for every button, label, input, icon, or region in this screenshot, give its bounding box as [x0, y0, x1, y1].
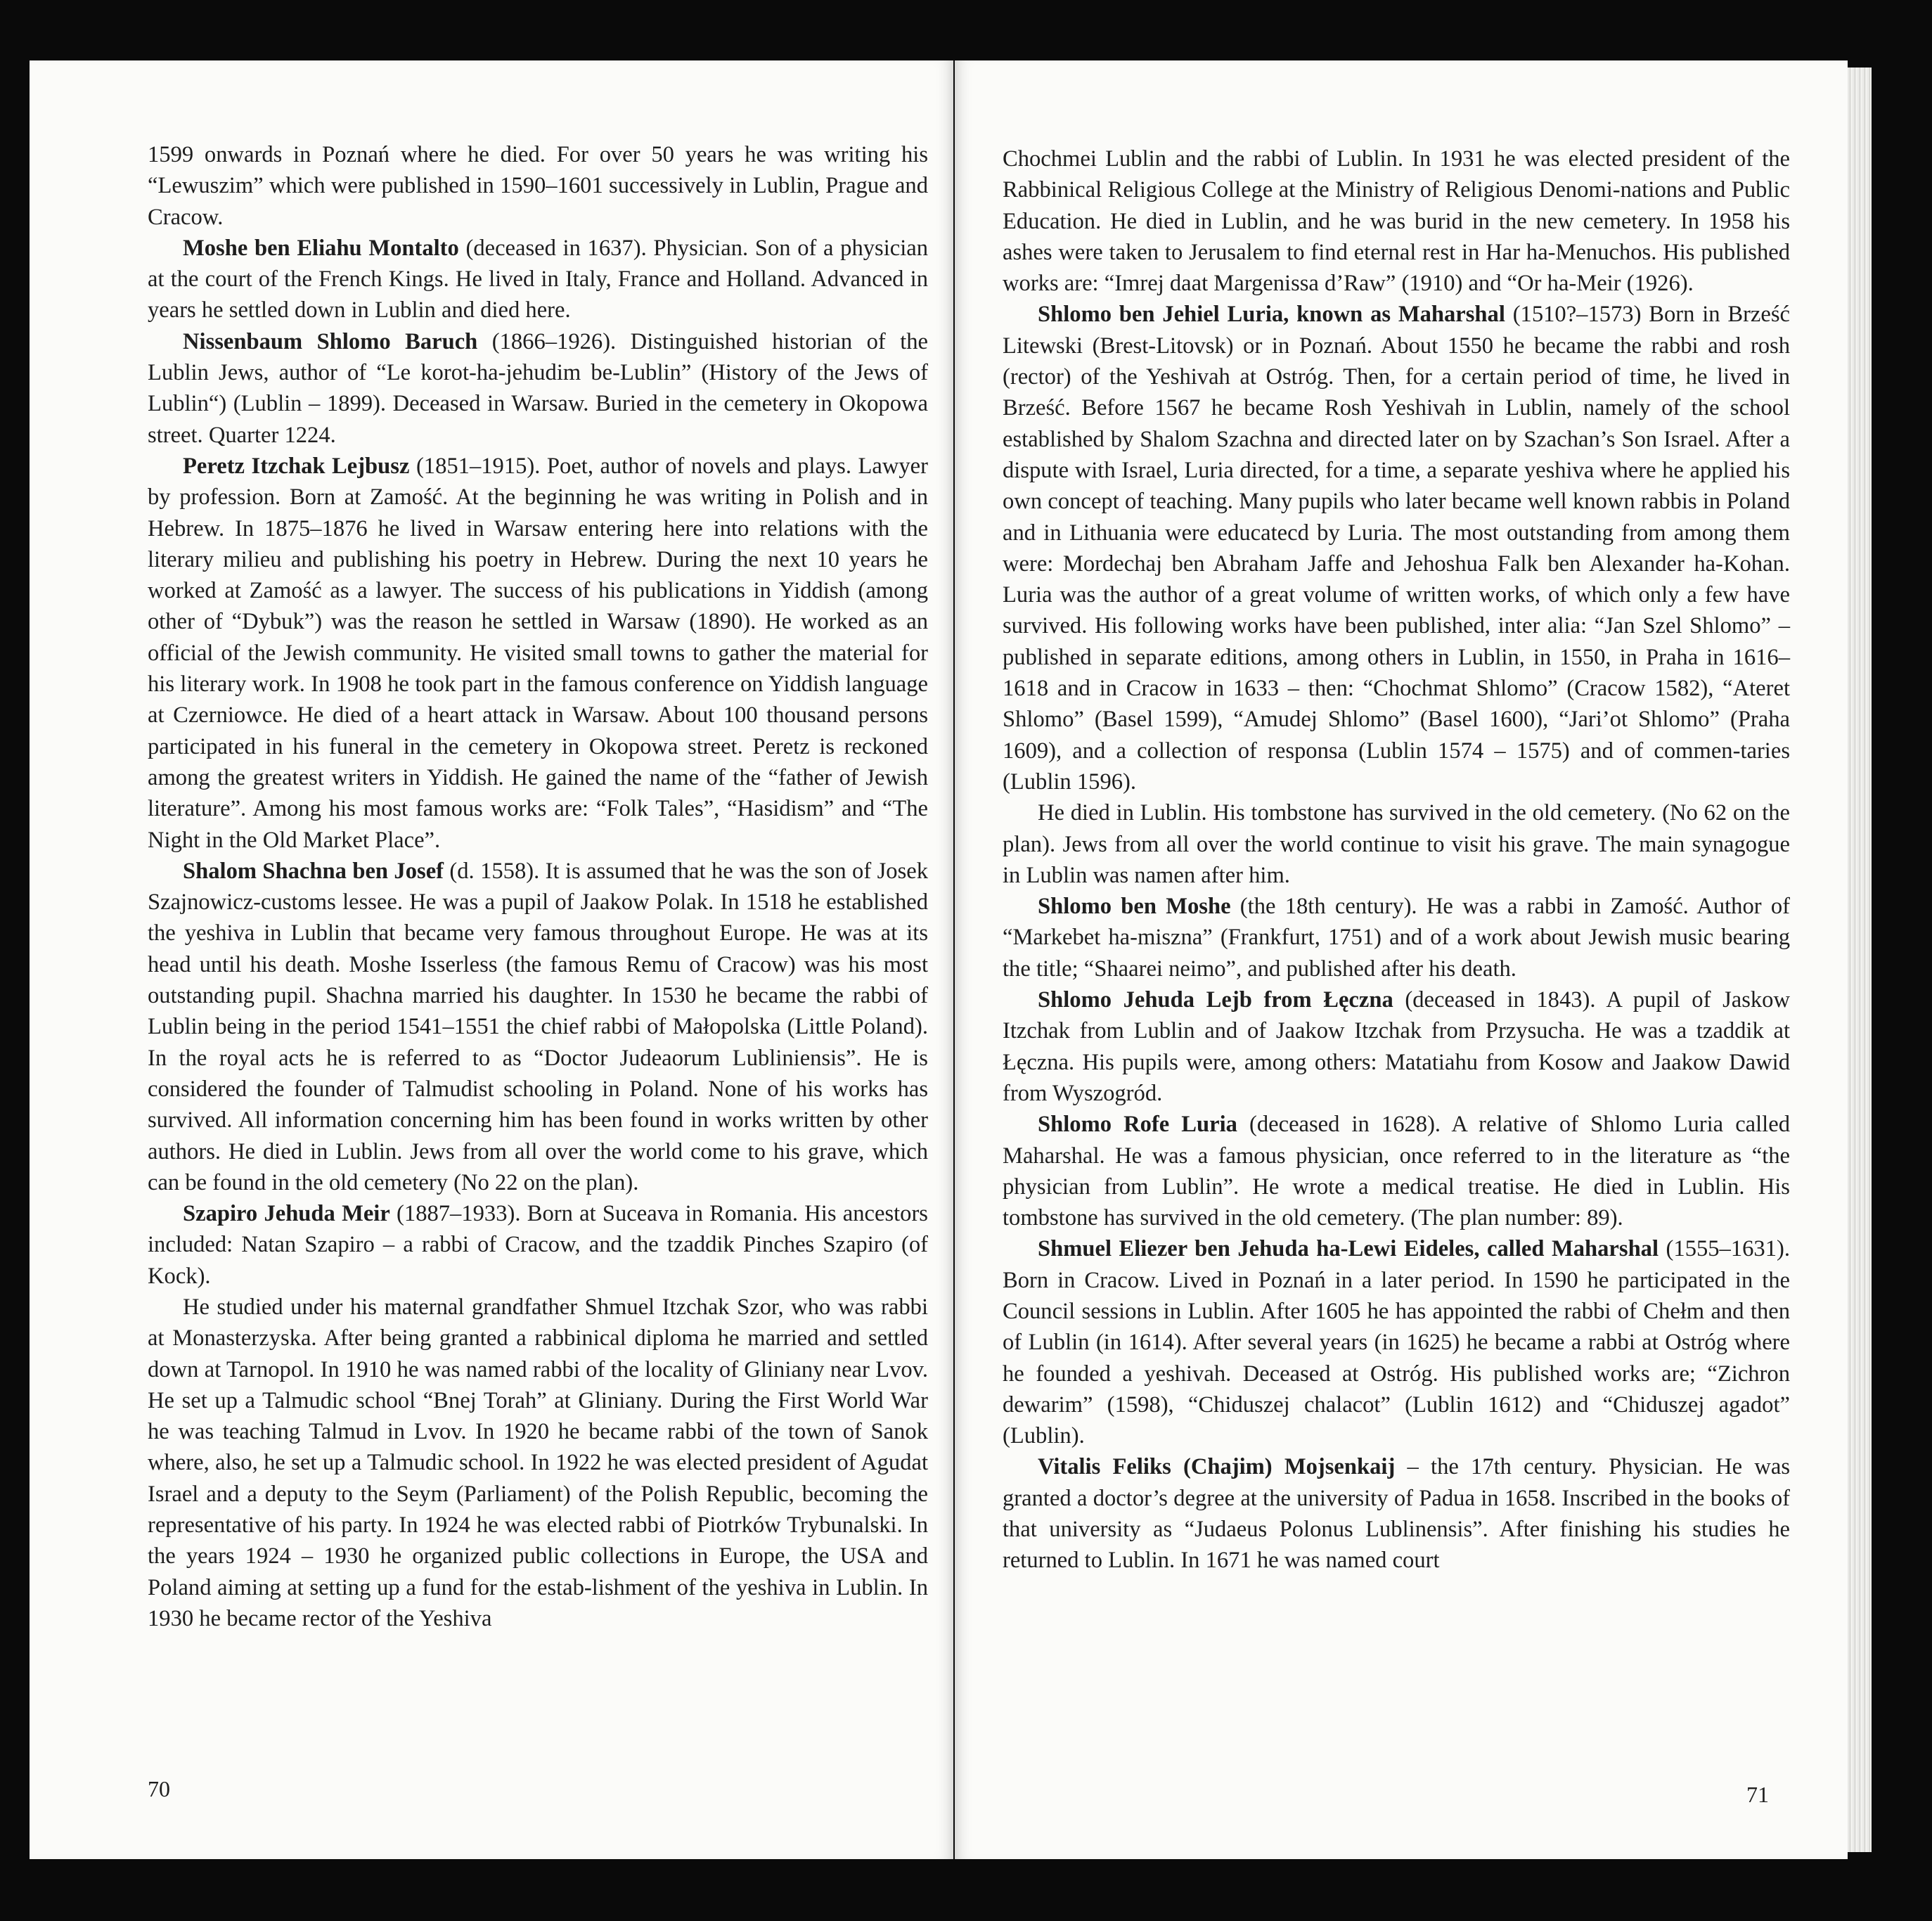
paragraph: Chochmei Lublin and the rabbi of Lublin. In 1931 he was elected president of the Rabbinical Religious College at the Ministry of Religious Denomi-nations and Public Education. He died in Lublin, and he was burid in the new cemetery. In 1958 his ashes were taken to Jerusalem to find eternal rest in Har ha-Menuchos. His published works are: “Imrej daat Margenissa d’Raw” (1910) and “Or ha-Meir (1926). [1003, 146, 1790, 297]
entry-name: Shlomo Rofe Luria [1038, 1112, 1237, 1138]
entry-shlomo-ben-moshe: Shlomo ben Moshe (the 18th century). He was a rabbi in Zamość. Author of “Markebet ha-miszna” (Frankfurt, 1751) and of a work about Jewish music bearing the title; “Shaarei neimo”, and published after his death. [1003, 894, 1790, 982]
entry-name: Shlomo ben Jehiel Luria, known as Maharshal [1038, 302, 1505, 328]
entry-shalom-shachna-ben-josef: Shalom Shachna ben Josef (d. 1558). It is assumed that he was the son of Josek Szajnowicz-customs lessee. He was a pupil of Jaakow Polak. In 1518 he established the yeshiva in Lublin that became very famous throughout Europe. He was at its head until his death. Moshe Isserless (the famous Remu of Cracow) was his most outstanding pupil. Shachna married his daughter. In 1530 he became the rabbi of Lublin being in the period 1541–1551 the chief rabbi of Małopolska (Little Poland). In the royal acts he is referred to as “Doctor Judeaorum Lubliniensis”. He is considered the founder of Talmudist schooling in Poland. None of his works has survived. All information concerning him has been found in works written by other authors. He died in Lublin. Jews from all over the world come to his grave, which can be found in the old cemetery (No 22 on the plan). [148, 858, 928, 1195]
entry-moshe-ben-eliahu-montalto: Moshe ben Eliahu Montalto (deceased in 1637). Physician. Son of a physician at the court of the French Kings. He lived in Italy, France and Holland. Advanced in years he settled down in Lublin and died here. [148, 235, 929, 323]
entry-shmuel-eliezer-eideles: Shmuel Eliezer ben Jehuda ha-Lewi Eideles, called Maharshal (1555–1631). Born in Cracow. Lived in Poznań in a later period. In 1590 he participated in the Council sessions in Lublin. After 1605 he has appointed the rabbi of Chełm and then of Lublin (in 1614). After several years (in 1625) he became a rabbi at Ostróg where he founded a yeshivah. Deceased at Ostróg. His published works are; “Zichron dewarim” (1598), “Chiduszej chalacot” (Lublin 1612) and “Chiduszej agadot” (Lublin). [1003, 1236, 1790, 1449]
entry-shlomo-rofe-luria: Shlomo Rofe Luria (deceased in 1628). A relative of Shlomo Luria called Maharshal. He was a famous physician, once referred to in the literature as “the physician from Lublin”. He wrote a medical treatise. He died in Lublin. His tombstone has survived in the old cemetery. (The plan number: 89). [1003, 1112, 1790, 1231]
right-page-text [1003, 143, 1790, 1576]
entry-name: Shlomo Jehuda Lejb from Łęczna [1038, 987, 1393, 1013]
page-edges [1848, 68, 1872, 1852]
left-page-text [148, 139, 928, 1634]
entry-vitalis-feliks-mojsenkaij: Vitalis Feliks (Chajim) Mojsenkaij – the 17th century. Physician. He was granted a doctor’s degree at the university of Padua in 1658. Inscribed in the books of that university as “Judaeus Polonus Lublinensis”. After finishing his studies he returned to Lublin. In 1671 he was named court [1003, 1454, 1790, 1574]
paragraph: He died in Lublin. His tombstone has survived in the old cemetery. (No 62 on the plan). Jews from all over the world continue to visit his grave. The main synagogue in Lublin was namen after him. [1003, 800, 1790, 888]
entry-name: Nissenbaum Shlomo Baruch [183, 328, 478, 354]
entry-shlomo-ben-jehiel-luria: Shlomo ben Jehiel Luria, known as Maharshal (1510?–1573) Born in Brześć Litewski (Brest-Litovsk) or in Poznań. About 1550 he became the rabbi and rosh (rector) of the Yeshivah at Ostróg. Then, for a certain period of time, he lived in Brześć. Before 1567 he became Rosh Yeshivah in Lublin, namely of the school established by Shalom Szachna and directed later on by Szachan’s Son Israel. After a dispute with Israel, Luria directed, for a time, a separate yeshiva where he applied his own concept of teaching. Many pupils who later became well known rabbis in Poland and in Lithuania were educatecd by Luria. The most outstanding from among them were: Mordechaj ben Abraham Jaffe and Jehoshua Falk ben Alexander ha-Kohan. Luria was the author of a great volume of written works, of which only a few have survived. His following works have been published, inter alia: “Jan Szel Shlomo” – published in separate editions, among others in Lublin, in 1550, in Praha in 1616–1618 and in Cracow in 1633 – then: “Chochmat Shlomo” (Cracow 1582), “Ateret Shlomo” (Basel 1599), “Amudej Shlomo” (Basel 1600), “Jari’ot Shlomo” (Praha 1609), and a collection of responsa (Lublin 1574 – 1575) and of commen-taries (Lublin 1596). [1003, 302, 1790, 795]
entry-name: Shalom Shachna ben Josef [183, 858, 444, 884]
entry-name: Vitalis Feliks (Chajim) Mojsenkaij [1038, 1454, 1396, 1480]
entry-szapiro-jehuda-meir: Szapiro Jehuda Meir (1887–1933). Born at Suceava in Romania. His ancestors included: Natan Szapiro – a rabbi of Cracow, and the tzaddik Pinches Szapiro (of Kock). [148, 1201, 928, 1289]
paragraph: He studied under his maternal grandfather Shmuel Itzchak Szor, who was rabbi at Monasterzyska. After being granted a rabbinical diploma he married and settled down at Tarnopol. In 1910 he was named rabbi of the locality of Gliniany near Lvov. He set up a Talmudic school “Bnej Torah” at Gliniany. During the First World War he was teaching Talmud in Lvov. In 1920 he became rabbi of the town of Sanok where, also, he set up a Talmudic school. In 1922 he was elected president of Agudat Israel and a deputy to the Seym (Parliament) of the Polish Republic, becoming the representative of his party. In 1924 he was elected rabbi of Piotrków Trybunalski. In the years 1924 – 1930 he organized public collections in Europe, the USA and Poland aiming at setting up a fund for the estab-lishment of the yeshiva in Lublin. In 1930 he became rector of the Yeshiva [148, 1294, 928, 1631]
entry-name: Peretz Itzchak Lejbusz [183, 453, 410, 479]
paragraph: 1599 onwards in Poznań where he died. For over 50 years he was writing his “Lewuszim” which were published in 1590–1601 successively in Lublin, Prague and Cracow. [148, 142, 928, 230]
page-number: 71 [1746, 1782, 1769, 1807]
left-page [30, 60, 953, 1859]
entry-name: Szapiro Jehuda Meir [183, 1201, 390, 1227]
entry-name: Shmuel Eliezer ben Jehuda ha-Lewi Eideles, called Maharshal [1038, 1236, 1659, 1262]
entry-name: Moshe ben Eliahu Montalto [183, 235, 459, 261]
entry-peretz-itzchak-lejbusz: Peretz Itzchak Lejbusz (1851–1915). Poet, author of novels and plays. Lawyer by profession. Born at Zamość. At the beginning he was writing in Polish and in Hebrew. In 1875–1876 he lived in Warsaw entering here into relations with the literary milieu and publishing his poetry in Hebrew. During the next 10 years he worked at Zamość as a lawyer. The success of his publications in Yiddish (among other of “Dybuk”) was the reason he settled in Warsaw (1890). He worked as an official of the Jewish community. He visited small towns to gather the material for his literary work. In 1908 he took part in the famous conference on Yiddish language at Czerniowce. He died of a heart attack in Warsaw. About 100 thousand persons participated in his funeral in the cemetery in Okopowa street. Peretz is reckoned among the greatest writers in Yiddish. He gained the name of the “father of Jewish literature”. Among his most famous works are: “Folk Tales”, “Hasidism” and “The Night in the Old Market Place”. [148, 453, 928, 853]
page-number: 70 [148, 1776, 170, 1801]
right-page [955, 60, 1848, 1859]
entry-nissenbaum-shlomo-baruch: Nissenbaum Shlomo Baruch (1866–1926). Distinguished historian of the Lublin Jews, author of “Le korot-ha-jehudim be-Lublin” (History of the Jews of Lublin“) (Lublin – 1899). Deceased in Warsaw. Buried in the cemetery in Okopowa street. Quarter 1224. [148, 328, 928, 448]
entry-shlomo-jehuda-lejb: Shlomo Jehuda Lejb from Łęczna (deceased in 1843). A pupil of Jaskow Itzchak from Lublin and of Jaakow Itzchak from Przysucha. He was a tzaddik at Łęczna. His pupils were, among others: Matatiahu from Kosow and Jaakow Dawid from Wyszogród. [1003, 987, 1790, 1106]
entry-name: Shlomo ben Moshe [1038, 894, 1231, 920]
